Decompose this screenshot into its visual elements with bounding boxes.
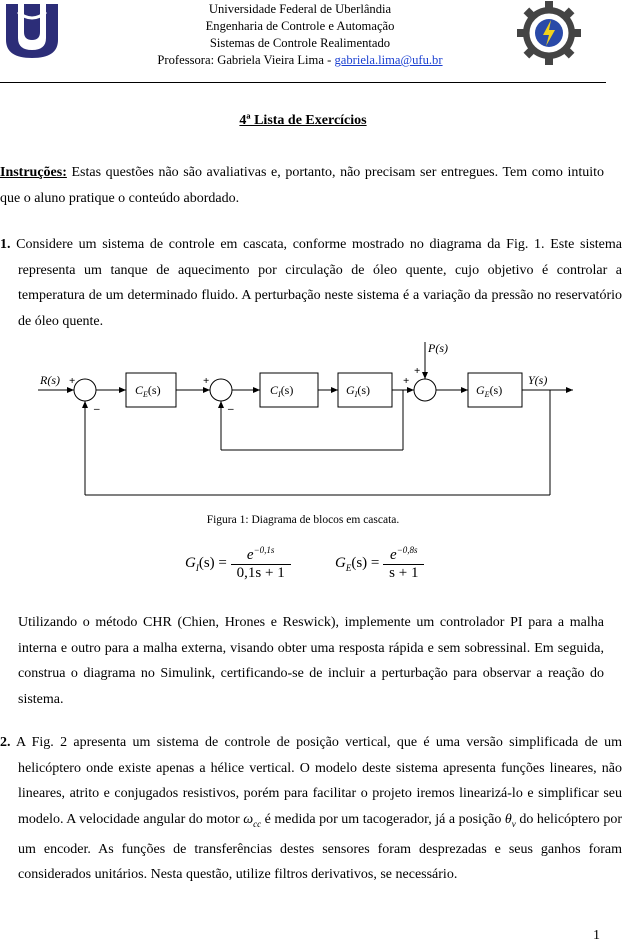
page-title: 4ª Lista de Exercícios (239, 113, 367, 128)
page-number: 1 (593, 928, 600, 943)
chr-method-paragraph: Utilizando o método CHR (Chien, Hrones e Reswick), implemente um controlador PI para a malha interna e outro para a malha externa, visando obter uma resposta rápida e sem sobressinal. Em seguida, construa o diagrama no Simulink, certificando-se de incluir a perturbação para observar a reação do sistema. (18, 615, 604, 707)
block-ce-label: $C_E(s)$ (135, 383, 161, 399)
plus-sign: + (203, 375, 210, 387)
professor-line (110, 52, 490, 69)
disturbance-label: P(s) (428, 341, 448, 355)
header-divider (0, 82, 606, 83)
block-ge-label: $G_E(s)$ (476, 383, 503, 399)
equation-gi: $G_I(s)$ = $\frac{e^{-0,1s}}{0,1s + 1}$ (185, 545, 291, 582)
plus-sign: + (414, 365, 421, 377)
transfer-functions (0, 545, 606, 595)
ufu-logo-icon (2, 2, 62, 60)
course-name: Engenharia de Controle e Automação (205, 19, 395, 33)
omega-symbol: $\omega_{cc}$ (243, 811, 262, 829)
plus-sign: + (69, 375, 76, 387)
instructions-label: Instruções: (0, 165, 67, 180)
figure-caption: Figura 1: Diagrama de blocos em cascata. (206, 514, 400, 526)
email-link[interactable]: gabriela.lima@ufu.br (334, 53, 443, 67)
instructions-text: Estas questões não são avaliativas e, portanto, não precisam ser entregues. Tem como intuito que o aluno pratique o conteúdo abordado. (0, 165, 604, 206)
output-label: Y(s) (528, 373, 548, 387)
instructions-paragraph (0, 160, 604, 211)
summing-junction-disturbance (414, 379, 436, 401)
subject-name: Sistemas de Controle Realimentado (209, 36, 391, 50)
question-1-paragraph (0, 232, 622, 334)
equation-ge: $G_E(s)$ = $\frac{e^{-0,8s}}{s + 1}$ (335, 545, 424, 582)
question-1-number: 1. (0, 237, 11, 252)
question-2-paragraph: 2. A Fig. 2 apresenta um sistema de controle de posição vertical, que é uma versão simplificada de um helicóptero onde existe apenas a hélice vertical. O modelo deste sistema apresenta funções lineares, não lineares, atrito e conjugados resistivos, porém para facilitar o projeto iremos linearizá-lo e simplificar seu modelo. A velocidade angular do motor $\omega_{cc}$ é medida por um tacogerador, já a posição $\theta_v$ do helicóptero por um encoder. As funções de transferências destes sensores foram desprezadas e seus ganhos foram considerados unitários. Nesta questão, utilize filtros derivativos, se necessário. (0, 735, 622, 883)
question-1-text: Considere um sistema de controle em cascata, conforme mostrado no diagrama da Fig. 1. Este sistema representa um tanque de aquecimento por circulação de óleo quente, cujo objetivo é controlar a temperatura de um determinado fluido. A perturbação neste sistema é a variação da pressão no reservatório de óleo quente. (10, 237, 622, 329)
input-label: R(s) (40, 373, 60, 387)
professor-name: Professora: Gabriela Vieira Lima - (157, 53, 335, 67)
university-name: Universidade Federal de Uberlândia (208, 2, 392, 16)
plus-sign: + (403, 375, 410, 387)
theta-symbol: $\theta_v$ (504, 811, 516, 829)
header-text-block (110, 1, 490, 69)
block-ci-label: $C_I(s)$ (270, 383, 294, 399)
minus-sign: – (228, 403, 234, 415)
summing-junction-inner (210, 379, 232, 401)
minus-sign: – (94, 403, 100, 415)
page-header (0, 0, 606, 80)
engineering-gear-logo-icon (516, 0, 582, 66)
block-gi-label: $G_I(s)$ (346, 383, 371, 399)
summing-junction-outer (74, 379, 96, 401)
question-2-number: 2. (0, 735, 11, 750)
block-diagram (38, 340, 578, 505)
